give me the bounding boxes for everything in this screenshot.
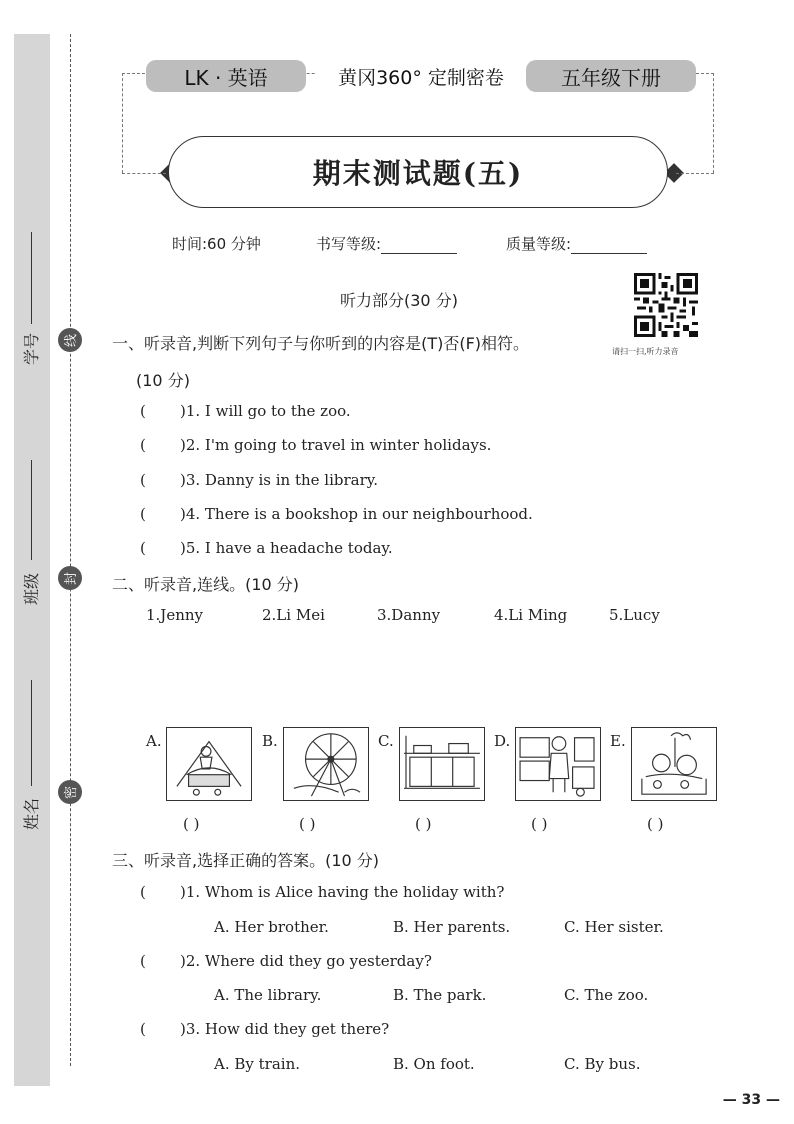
shop-icon[interactable] <box>515 727 601 801</box>
quality-grade-label: 质量等级: <box>506 235 572 253</box>
exam-title <box>168 136 668 208</box>
option-a[interactable]: A. The library. <box>214 986 322 1004</box>
pic-answer-b[interactable]: ( ) <box>299 815 316 833</box>
pic-answer-a[interactable]: ( ) <box>183 815 200 833</box>
name-li-ming[interactable]: 4.Li Ming <box>494 606 568 624</box>
binding-strip <box>14 34 50 1086</box>
part2-heading: 二、听录音,连线。(10 分) <box>112 575 300 594</box>
pic-answer-d[interactable]: ( ) <box>531 815 548 833</box>
header-frame-left-tick <box>122 173 166 174</box>
pic-label-d: D. <box>494 732 511 750</box>
qr-code-icon[interactable] <box>634 273 698 337</box>
name-label: 姓名 <box>21 797 41 831</box>
item-text: )4. There is a bookshop in our neighbourhood. <box>180 505 533 523</box>
option-b[interactable]: B. On foot. <box>393 1055 475 1073</box>
qr-caption: 请扫一扫,听力录音 <box>612 347 679 356</box>
pic-answer-c[interactable]: ( ) <box>415 815 432 833</box>
answer-paren[interactable]: ( <box>140 539 146 557</box>
seal-line: 线 <box>58 328 82 352</box>
header-frame-right-tick <box>676 173 714 174</box>
part1-item-3 <box>140 471 378 489</box>
part3-item-1 <box>140 883 504 901</box>
item-text: )1. I will go to the zoo. <box>180 402 351 420</box>
exam-title-text: 期末测试题(五) <box>312 157 524 190</box>
class-label: 班级 <box>21 572 41 606</box>
answer-paren[interactable]: ( <box>140 883 146 901</box>
seal-seal: 封 <box>58 566 82 590</box>
name-lucy[interactable]: 5.Lucy <box>609 606 660 624</box>
pic-label-a: A. <box>146 732 162 750</box>
option-b[interactable]: B. Her parents. <box>393 918 511 936</box>
series-title: 黄冈360° 定制密卷 <box>315 60 527 92</box>
cut-line <box>70 34 71 1066</box>
pic-label-b: B. <box>262 732 278 750</box>
item-text: )5. I have a headache today. <box>180 539 393 557</box>
part3-heading: 三、听录音,选择正确的答案。(10 分) <box>112 851 380 870</box>
name-line <box>31 680 32 786</box>
page-number: — 33 — <box>722 1092 780 1108</box>
writing-grade-label: 书写等级: <box>316 235 382 253</box>
zoo-icon[interactable] <box>631 727 717 801</box>
option-a[interactable]: A. Her brother. <box>214 918 329 936</box>
quality-grade-blank[interactable] <box>571 238 647 254</box>
name-li-mei[interactable]: 2.Li Mei <box>262 606 325 624</box>
option-c[interactable]: C. The zoo. <box>564 986 649 1004</box>
name-jenny[interactable]: 1.Jenny <box>146 606 203 624</box>
part1-score: (10 分) <box>136 371 190 390</box>
quality-grade <box>506 233 647 254</box>
writing-grade-blank[interactable] <box>381 238 457 254</box>
part3-item-3 <box>140 1020 389 1038</box>
grade-pill: 五年级下册 <box>526 60 696 92</box>
pic-label-c: C. <box>378 732 394 750</box>
seal-secret: 密 <box>58 780 82 804</box>
student-id-line <box>31 232 32 324</box>
answer-paren[interactable]: ( <box>140 1020 146 1038</box>
part1-item-1 <box>140 402 351 420</box>
answer-paren[interactable]: ( <box>140 471 146 489</box>
option-c[interactable]: C. By bus. <box>564 1055 641 1073</box>
answer-paren[interactable]: ( <box>140 436 146 454</box>
writing-grade <box>316 233 457 254</box>
item-text: )2. I'm going to travel in winter holidays. <box>180 436 492 454</box>
pic-label-e: E. <box>610 732 626 750</box>
listening-title: 听力部分(30 分) <box>340 291 458 310</box>
option-a[interactable]: A. By train. <box>214 1055 301 1073</box>
part1-item-4 <box>140 505 533 523</box>
part1-heading: 一、听录音,判断下列句子与你听到的内容是(T)否(F)相符。 <box>112 334 530 353</box>
student-id-label: 学号 <box>21 332 41 366</box>
answer-paren[interactable]: ( <box>140 402 146 420</box>
time-label: 时间:60 分钟 <box>172 235 261 253</box>
part1-item-5 <box>140 539 393 557</box>
part1-item-2 <box>140 436 491 454</box>
item-text: )2. Where did they go yesterday? <box>180 952 432 970</box>
item-text: )3. Danny is in the library. <box>180 471 379 489</box>
kitchen-icon[interactable] <box>399 727 485 801</box>
name-danny[interactable]: 3.Danny <box>377 606 441 624</box>
item-text: )3. How did they get there? <box>180 1020 390 1038</box>
item-text: )1. Whom is Alice having the holiday with? <box>180 883 505 901</box>
answer-paren[interactable]: ( <box>140 505 146 523</box>
answer-paren[interactable]: ( <box>140 952 146 970</box>
option-b[interactable]: B. The park. <box>393 986 487 1004</box>
subject-pill: LK · 英语 <box>146 60 306 92</box>
ferris-wheel-icon[interactable] <box>283 727 369 801</box>
option-c[interactable]: C. Her sister. <box>564 918 664 936</box>
pic-answer-e[interactable]: ( ) <box>647 815 664 833</box>
part3-item-2 <box>140 952 432 970</box>
bookstore-icon[interactable] <box>166 727 252 801</box>
class-line <box>31 460 32 560</box>
